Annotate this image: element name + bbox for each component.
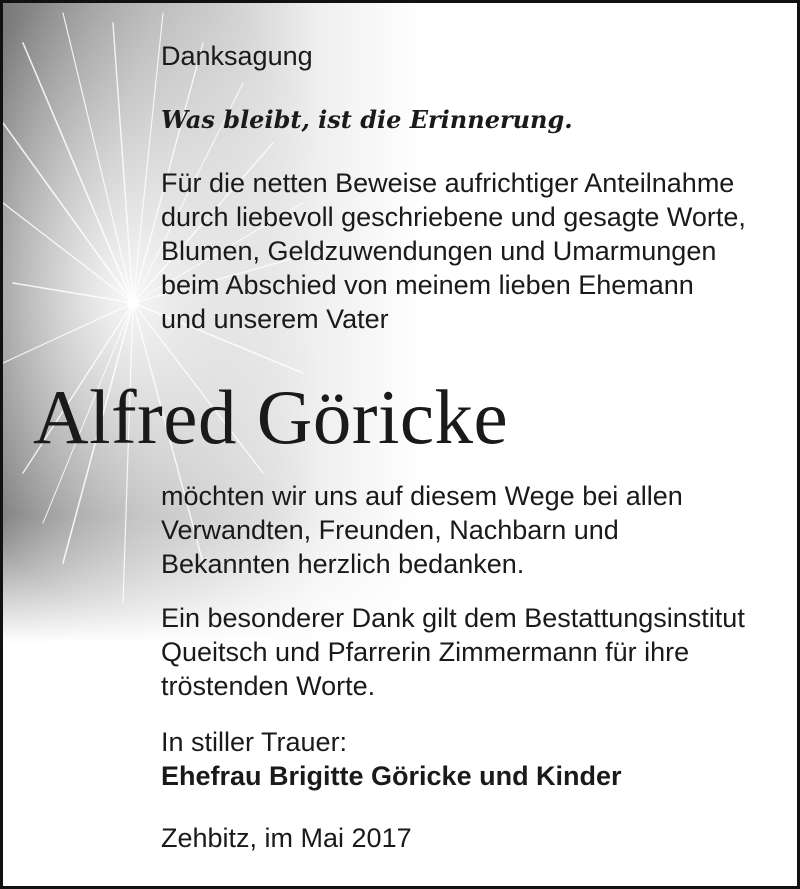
paragraph-line: Bekannten herzlich bedanken. xyxy=(161,549,525,579)
paragraph-line: durch liebevoll geschriebene und gesagte Worte, xyxy=(161,202,746,232)
paragraph-line: Ein besonderer Dank gilt dem Bestattungsinstitut xyxy=(161,603,745,633)
notice-heading: Danksagung xyxy=(161,41,313,71)
signoff-block xyxy=(161,725,622,793)
paragraph-line: Blumen, Geldzuwendungen und Umarmungen xyxy=(161,236,717,266)
paragraph-line: und unserem Vater xyxy=(161,304,389,334)
paragraph-line: beim Abschied von meinem lieben Ehemann xyxy=(161,270,694,300)
paragraph-line: Verwandten, Freunden, Nachbarn und xyxy=(161,515,619,545)
thanks-paragraph xyxy=(161,166,746,336)
paragraph-line: möchten wir uns auf diesem Wege bei allen xyxy=(161,481,683,511)
place-date: Zehbitz, im Mai 2017 xyxy=(161,823,412,853)
family-signature: Ehefrau Brigitte Göricke und Kinder xyxy=(161,761,622,791)
mourning-label: In stiller Trauer: xyxy=(161,727,348,757)
gratitude-paragraph xyxy=(161,479,683,581)
special-thanks-paragraph xyxy=(161,601,745,703)
paragraph-line: Queitsch und Pfarrerin Zimmermann für ihre xyxy=(161,637,690,667)
deceased-name: Alfred Göricke xyxy=(33,374,509,460)
paragraph-line: tröstenden Worte. xyxy=(161,671,376,701)
notice-motto: Was bleibt, ist die Erinnerung. xyxy=(161,105,573,134)
paragraph-line: Für die netten Beweise aufrichtiger Anteilnahme xyxy=(161,168,735,198)
